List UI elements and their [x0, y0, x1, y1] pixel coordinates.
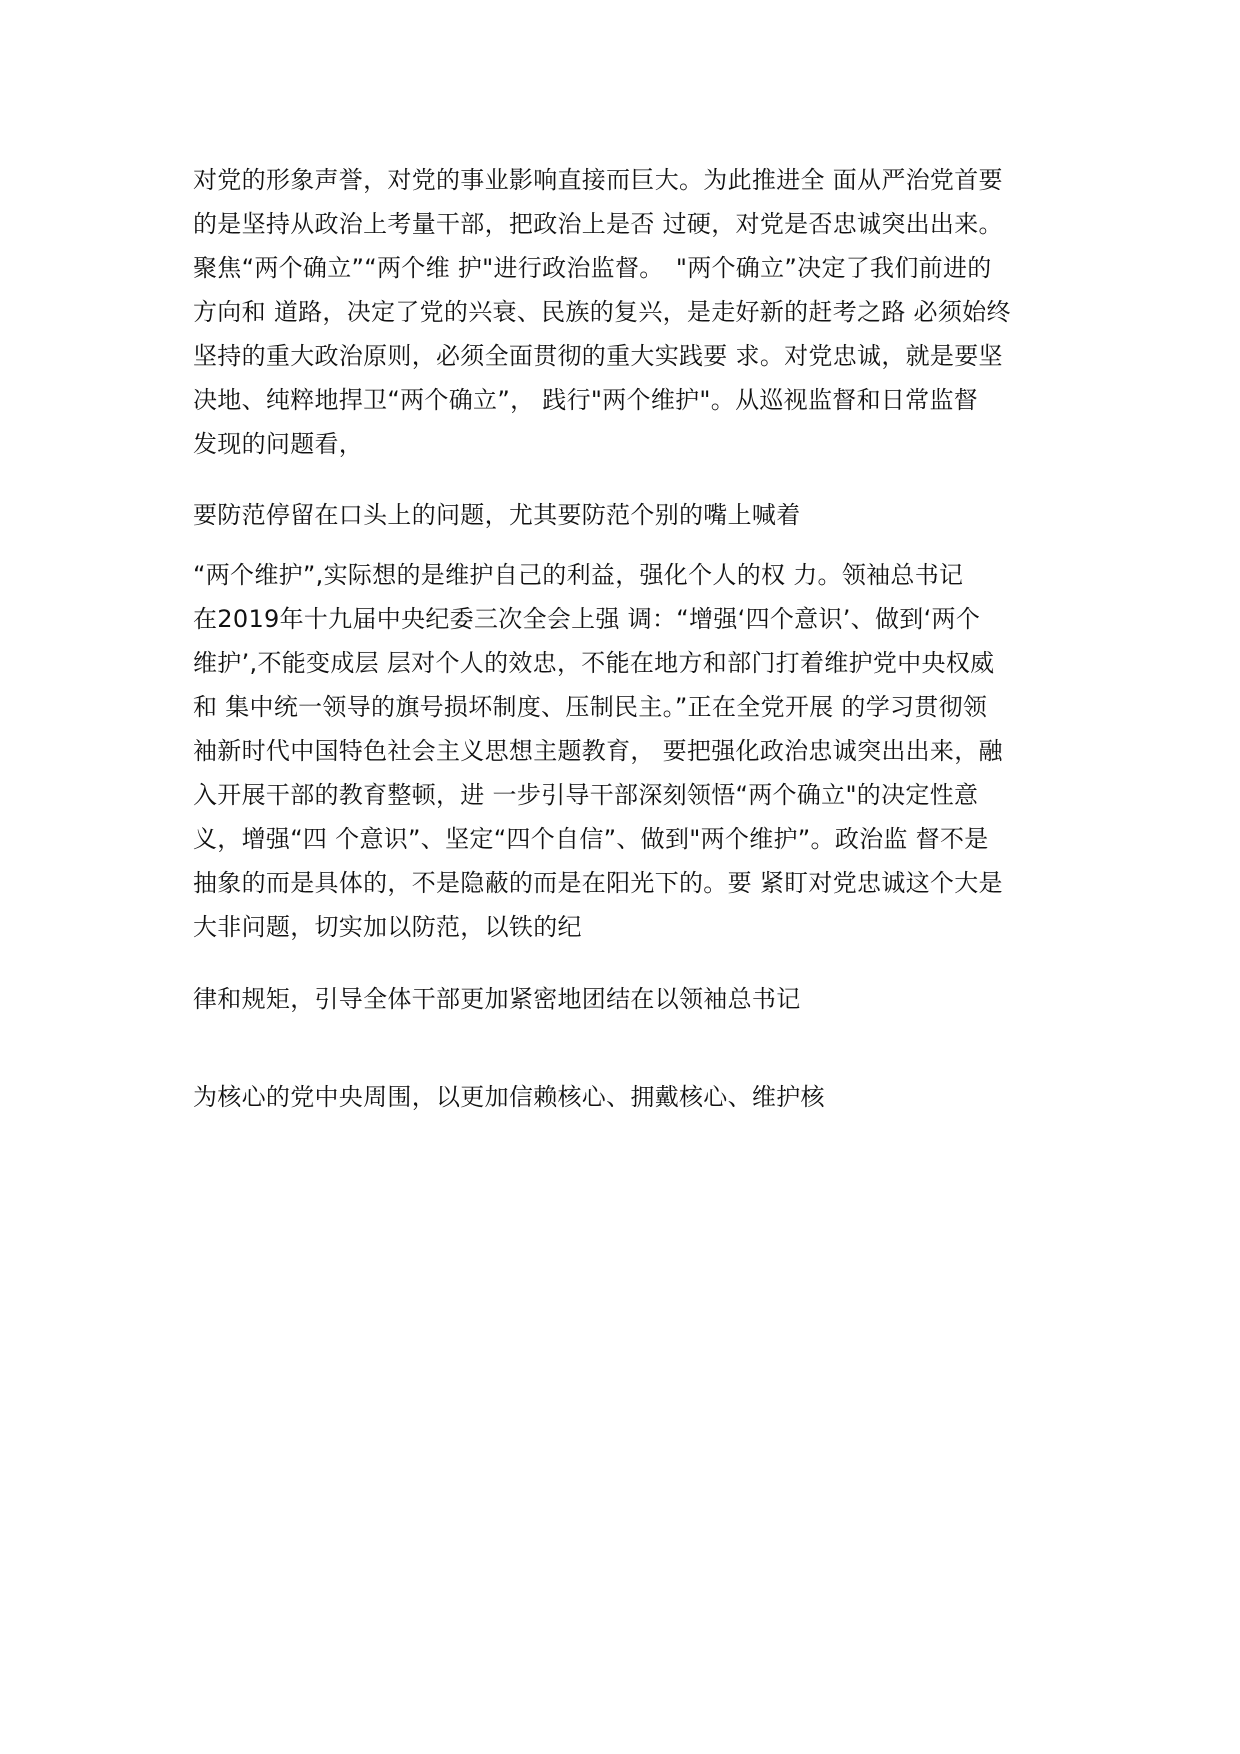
paragraph-line: 在2019年十九届中央纪委三次全会上强 调：“增强‘四个意识’、做到‘两个 [193, 605, 981, 633]
paragraph-4 [193, 977, 1073, 1021]
paragraph-line: 决地、纯粹地捍卫“两个确立”， 践行"两个维护"。从巡视监督和日常监督 [193, 386, 979, 414]
paragraph-line: 义，增强“四 个意识”、坚定“四个自信”、做到"两个维护”。政治监 督不是 [193, 825, 989, 853]
paragraph-line: 对党的形象声誉，对党的事业影响直接而巨大。为此推进全 面从严治党首要 [193, 166, 1003, 194]
paragraph-5 [193, 1075, 1073, 1119]
paragraph-line: “两个维护”,实际想的是维护自己的利益，强化个人的权 力。领袖总书记 [193, 561, 964, 589]
paragraph-line: 要防范停留在口头上的问题，尤其要防范个别的嘴上喊着 [193, 501, 801, 529]
paragraph-line: 维护’,不能变成层 层对个人的效忠，不能在地方和部门打着维护党中央权威 [193, 649, 995, 677]
paragraph-1 [193, 158, 1073, 466]
paragraph-line: 袖新时代中国特色社会主义思想主题教育， 要把强化政治忠诚突出出来，融 [193, 737, 1003, 765]
paragraph-line: 坚持的重大政治原则，必须全面贯彻的重大实践要 求。对党忠诚，就是要坚 [193, 342, 1003, 370]
paragraph-line: 方向和 道路，决定了党的兴衰、民族的复兴，是走好新的赶考之路 必须始终 [193, 298, 1011, 326]
paragraph-line: 发现的问题看， [193, 430, 364, 458]
paragraph-line: 和 集中统一领导的旗号损坏制度、压制民主。”正在全党开展 的学习贯彻领 [193, 693, 988, 721]
paragraph-line: 为核心的党中央周围，以更加信赖核心、拥戴核心、维护核 [193, 1083, 825, 1111]
paragraph-line: 抽象的而是具体的，不是隐蔽的而是在阳光下的。要 紧盯对党忠诚这个大是 [193, 869, 1003, 897]
paragraph-line: 的是坚持从政治上考量干部，把政治上是否 过硬，对党是否忠诚突出出来。 [193, 210, 1003, 238]
paragraph-line: 大非问题，切实加以防范，以铁的纪 [193, 913, 582, 941]
paragraph-3 [193, 553, 1073, 949]
paragraph-line: 律和规矩，引导全体干部更加紧密地团结在以领袖总书记 [193, 985, 801, 1013]
paragraph-2 [193, 493, 1073, 537]
paragraph-line: 聚焦“两个确立”“两个维 护"进行政治监督。 "两个确立”决定了我们前进的 [193, 254, 992, 282]
paragraph-line: 入开展干部的教育整顿，进 一步引导干部深刻领悟“两个确立"的决定性意 [193, 781, 979, 809]
